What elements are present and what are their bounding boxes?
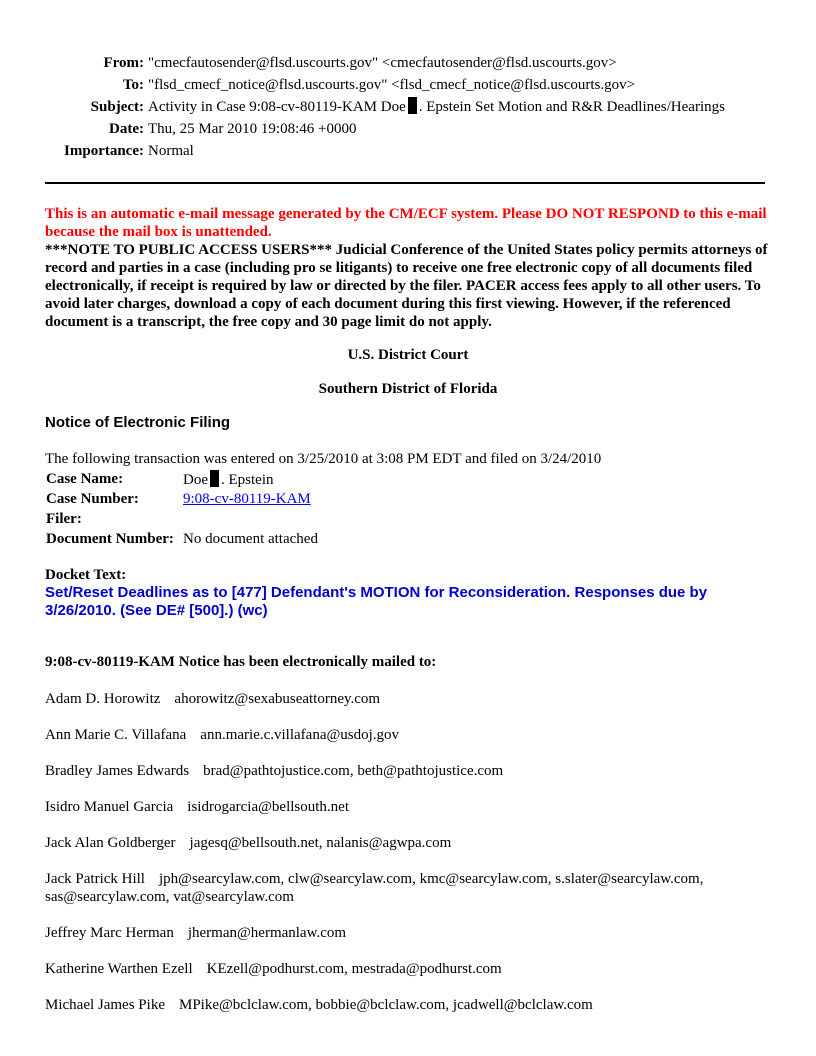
recipient-list [45,690,775,1032]
recipient-item [45,726,775,744]
subject-part-2: . Epstein Set Motion and R&R Deadlines/Hearings [418,99,725,115]
notice-title: Notice of Electronic Filing [45,414,231,431]
recipient-emails: isidrogarcia@bellsouth.net [187,799,349,815]
recipient-emails: jph@searcylaw.com, clw@searcylaw.com, kmc@searcylaw.com, s.slater@searcylaw.com, sas@searcylaw.com, vat@searcylaw.com [45,871,704,905]
public-access-note: ***NOTE TO PUBLIC ACCESS USERS*** Judicial Conference of the United States policy permits attorneys of record and parties in a case (including pro se litigants) to receive one free electronic copy of all documents filed electronically, if receipt is required by law or directed by the filer. PACER access fees apply to all other users. To avoid later charges, download a copy of each document during this first viewing. However, if the referenced document is a transcript, the free copy and 30 page limit do not apply. [45,242,768,330]
recipient-emails: KEzell@podhurst.com, mestrada@podhurst.com [206,961,502,977]
importance-value: Normal [148,143,194,159]
subject-row [40,96,780,118]
recipient-item [45,924,775,942]
case-number-row [45,489,320,509]
from-label: From: [103,55,144,71]
document-number-value: No document attached [183,530,318,547]
recipient-name: Isidro Manuel Garcia [45,799,174,815]
recipient-item [45,870,775,906]
recipient-name: Jack Patrick Hill [45,871,145,887]
recipient-emails: jagesq@bellsouth.net, nalanis@agwpa.com [189,835,452,851]
recipient-emails: ann.marie.c.villafana@usdoj.gov [200,727,400,743]
recipient-item [45,996,775,1014]
recipient-name: Katherine Warthen Ezell [45,961,193,977]
case-name-value [182,469,320,489]
filer-label: Filer: [46,510,82,527]
document-number-row [45,529,320,549]
date-label: Date: [109,121,144,137]
recipient-name: Michael James Pike [45,997,165,1013]
district-name: Southern District of Florida [318,381,498,397]
email-header [40,52,780,162]
recipient-emails: MPike@bclclaw.com, bobbie@bclclaw.com, jcadwell@bclclaw.com [178,997,593,1013]
recipient-name: Adam D. Horowitz [45,691,161,707]
recipient-item [45,690,775,708]
to-value: "flsd_cmecf_notice@flsd.uscourts.gov" <flsd_cmecf_notice@flsd.uscourts.gov> [148,77,636,93]
date-row [40,118,780,140]
subject-value [148,96,780,118]
filer-row [45,509,320,529]
auto-message-warning: This is an automatic e-mail message generated by the CM/ECF system. Please DO NOT RESPOND to this e-mail because the mail box is unattended. [45,206,767,240]
from-value: "cmecfautosender@flsd.uscourts.gov" <cmecfautosender@flsd.uscourts.gov> [148,55,617,71]
recipient-name: Bradley James Edwards [45,763,190,779]
recipient-item [45,798,775,816]
case-name-label: Case Name: [46,470,124,487]
recipient-name: Ann Marie C. Villafana [45,727,187,743]
date-value: Thu, 25 Mar 2010 19:08:46 +0000 [148,121,357,137]
header-divider [45,182,765,184]
case-number-label: Case Number: [46,490,139,507]
recipient-item [45,762,775,780]
case-name-part-1: Doe [183,471,208,488]
subject-part-1: Activity in Case 9:08-cv-80119-KAM Doe [148,99,406,115]
recipient-item [45,960,775,978]
document-number-label: Document Number: [46,530,174,547]
redaction-block [210,470,219,487]
court-name: U.S. District Court [347,347,469,363]
recipient-name: Jack Alan Goldberger [45,835,176,851]
from-row [40,52,780,74]
mailed-to-heading: 9:08-cv-80119-KAM Notice has been electronically mailed to: [45,654,437,670]
recipient-emails: jherman@hermanlaw.com [187,925,347,941]
recipient-item [45,834,775,852]
case-name-row [45,469,320,489]
redaction-block [408,97,417,114]
docket-text-label: Docket Text: [45,567,127,583]
filer-value [182,509,320,529]
case-name-part-2: . Epstein [221,471,274,488]
recipient-emails: ahorowitz@sexabuseattorney.com [174,691,381,707]
subject-label: Subject: [90,99,144,115]
to-row [40,74,780,96]
recipient-name: Jeffrey Marc Herman [45,925,174,941]
docket-text: Set/Reset Deadlines as to [477] Defendant's MOTION for Reconsideration. Responses due by 3/26/2010. (See DE# [500].) (wc) [45,584,708,619]
recipient-emails: brad@pathtojustice.com, beth@pathtojustice.com [203,763,504,779]
case-info-table [45,469,320,549]
to-label: To: [122,77,144,93]
case-number-cell [182,489,320,509]
case-number-link[interactable]: 9:08-cv-80119-KAM [183,490,311,507]
importance-row [40,140,780,162]
importance-label: Importance: [64,143,144,159]
transaction-line: The following transaction was entered on 3/25/2010 at 3:08 PM EDT and filed on 3/24/2010 [45,451,602,467]
